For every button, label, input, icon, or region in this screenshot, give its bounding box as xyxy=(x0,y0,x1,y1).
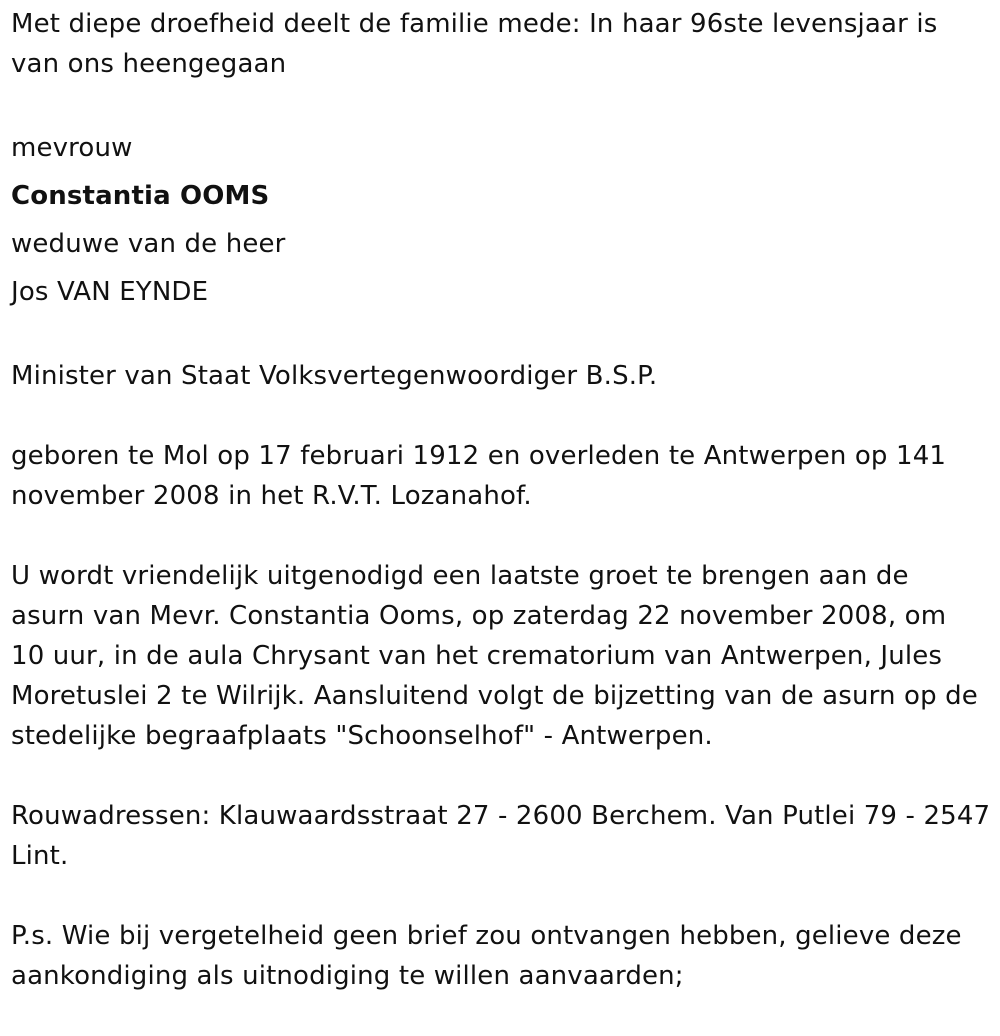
invitation-line: stedelijke begraafplaats "Schoonselhof" - Antwerpen. xyxy=(11,721,713,751)
intro-line: van ons heengegaan xyxy=(11,49,287,79)
invitation-paragraph xyxy=(11,556,996,756)
deceased-title: mevrouw xyxy=(11,133,133,163)
invitation-line: asurn van Mevr. Constantia Ooms, op zaterdag 22 november 2008, om xyxy=(11,601,947,631)
deceased-name: Constantia OOMS xyxy=(11,181,270,211)
spouse-function-paragraph xyxy=(11,356,996,396)
deceased-block xyxy=(11,124,996,316)
postscript-paragraph xyxy=(11,916,996,996)
postscript-line: aankondiging als uitnodiging te willen aanvaarden; xyxy=(11,961,684,991)
birth-death-line: geboren te Mol op 17 februari 1912 en overleden te Antwerpen op 141 xyxy=(11,441,947,471)
addresses-line: Lint. xyxy=(11,841,69,871)
intro-paragraph xyxy=(11,4,996,84)
deceased-relation: weduwe van de heer xyxy=(11,229,286,259)
addresses-line: Rouwadressen: Klauwaardsstraat 27 - 2600 Berchem. Van Putlei 79 - 2547 xyxy=(11,801,991,831)
postscript-line: P.s. Wie bij vergetelheid geen brief zou ontvangen hebben, gelieve deze xyxy=(11,921,962,951)
invitation-line: 10 uur, in de aula Chrysant van het crematorium van Antwerpen, Jules xyxy=(11,641,943,671)
birth-death-paragraph xyxy=(11,436,996,516)
addresses-paragraph xyxy=(11,796,996,876)
spouse-function: Minister van Staat Volksvertegenwoordiger B.S.P. xyxy=(11,361,658,391)
invitation-line: Moretuslei 2 te Wilrijk. Aansluitend volgt de bijzetting van de asurn op de xyxy=(11,681,978,711)
spouse-name: Jos VAN EYNDE xyxy=(11,277,209,307)
death-notice xyxy=(11,4,996,1036)
intro-line: Met diepe droefheid deelt de familie mede: In haar 96ste levensjaar is xyxy=(11,9,938,39)
invitation-line: U wordt vriendelijk uitgenodigd een laatste groet te brengen aan de xyxy=(11,561,909,591)
birth-death-line: november 2008 in het R.V.T. Lozanahof. xyxy=(11,481,532,511)
